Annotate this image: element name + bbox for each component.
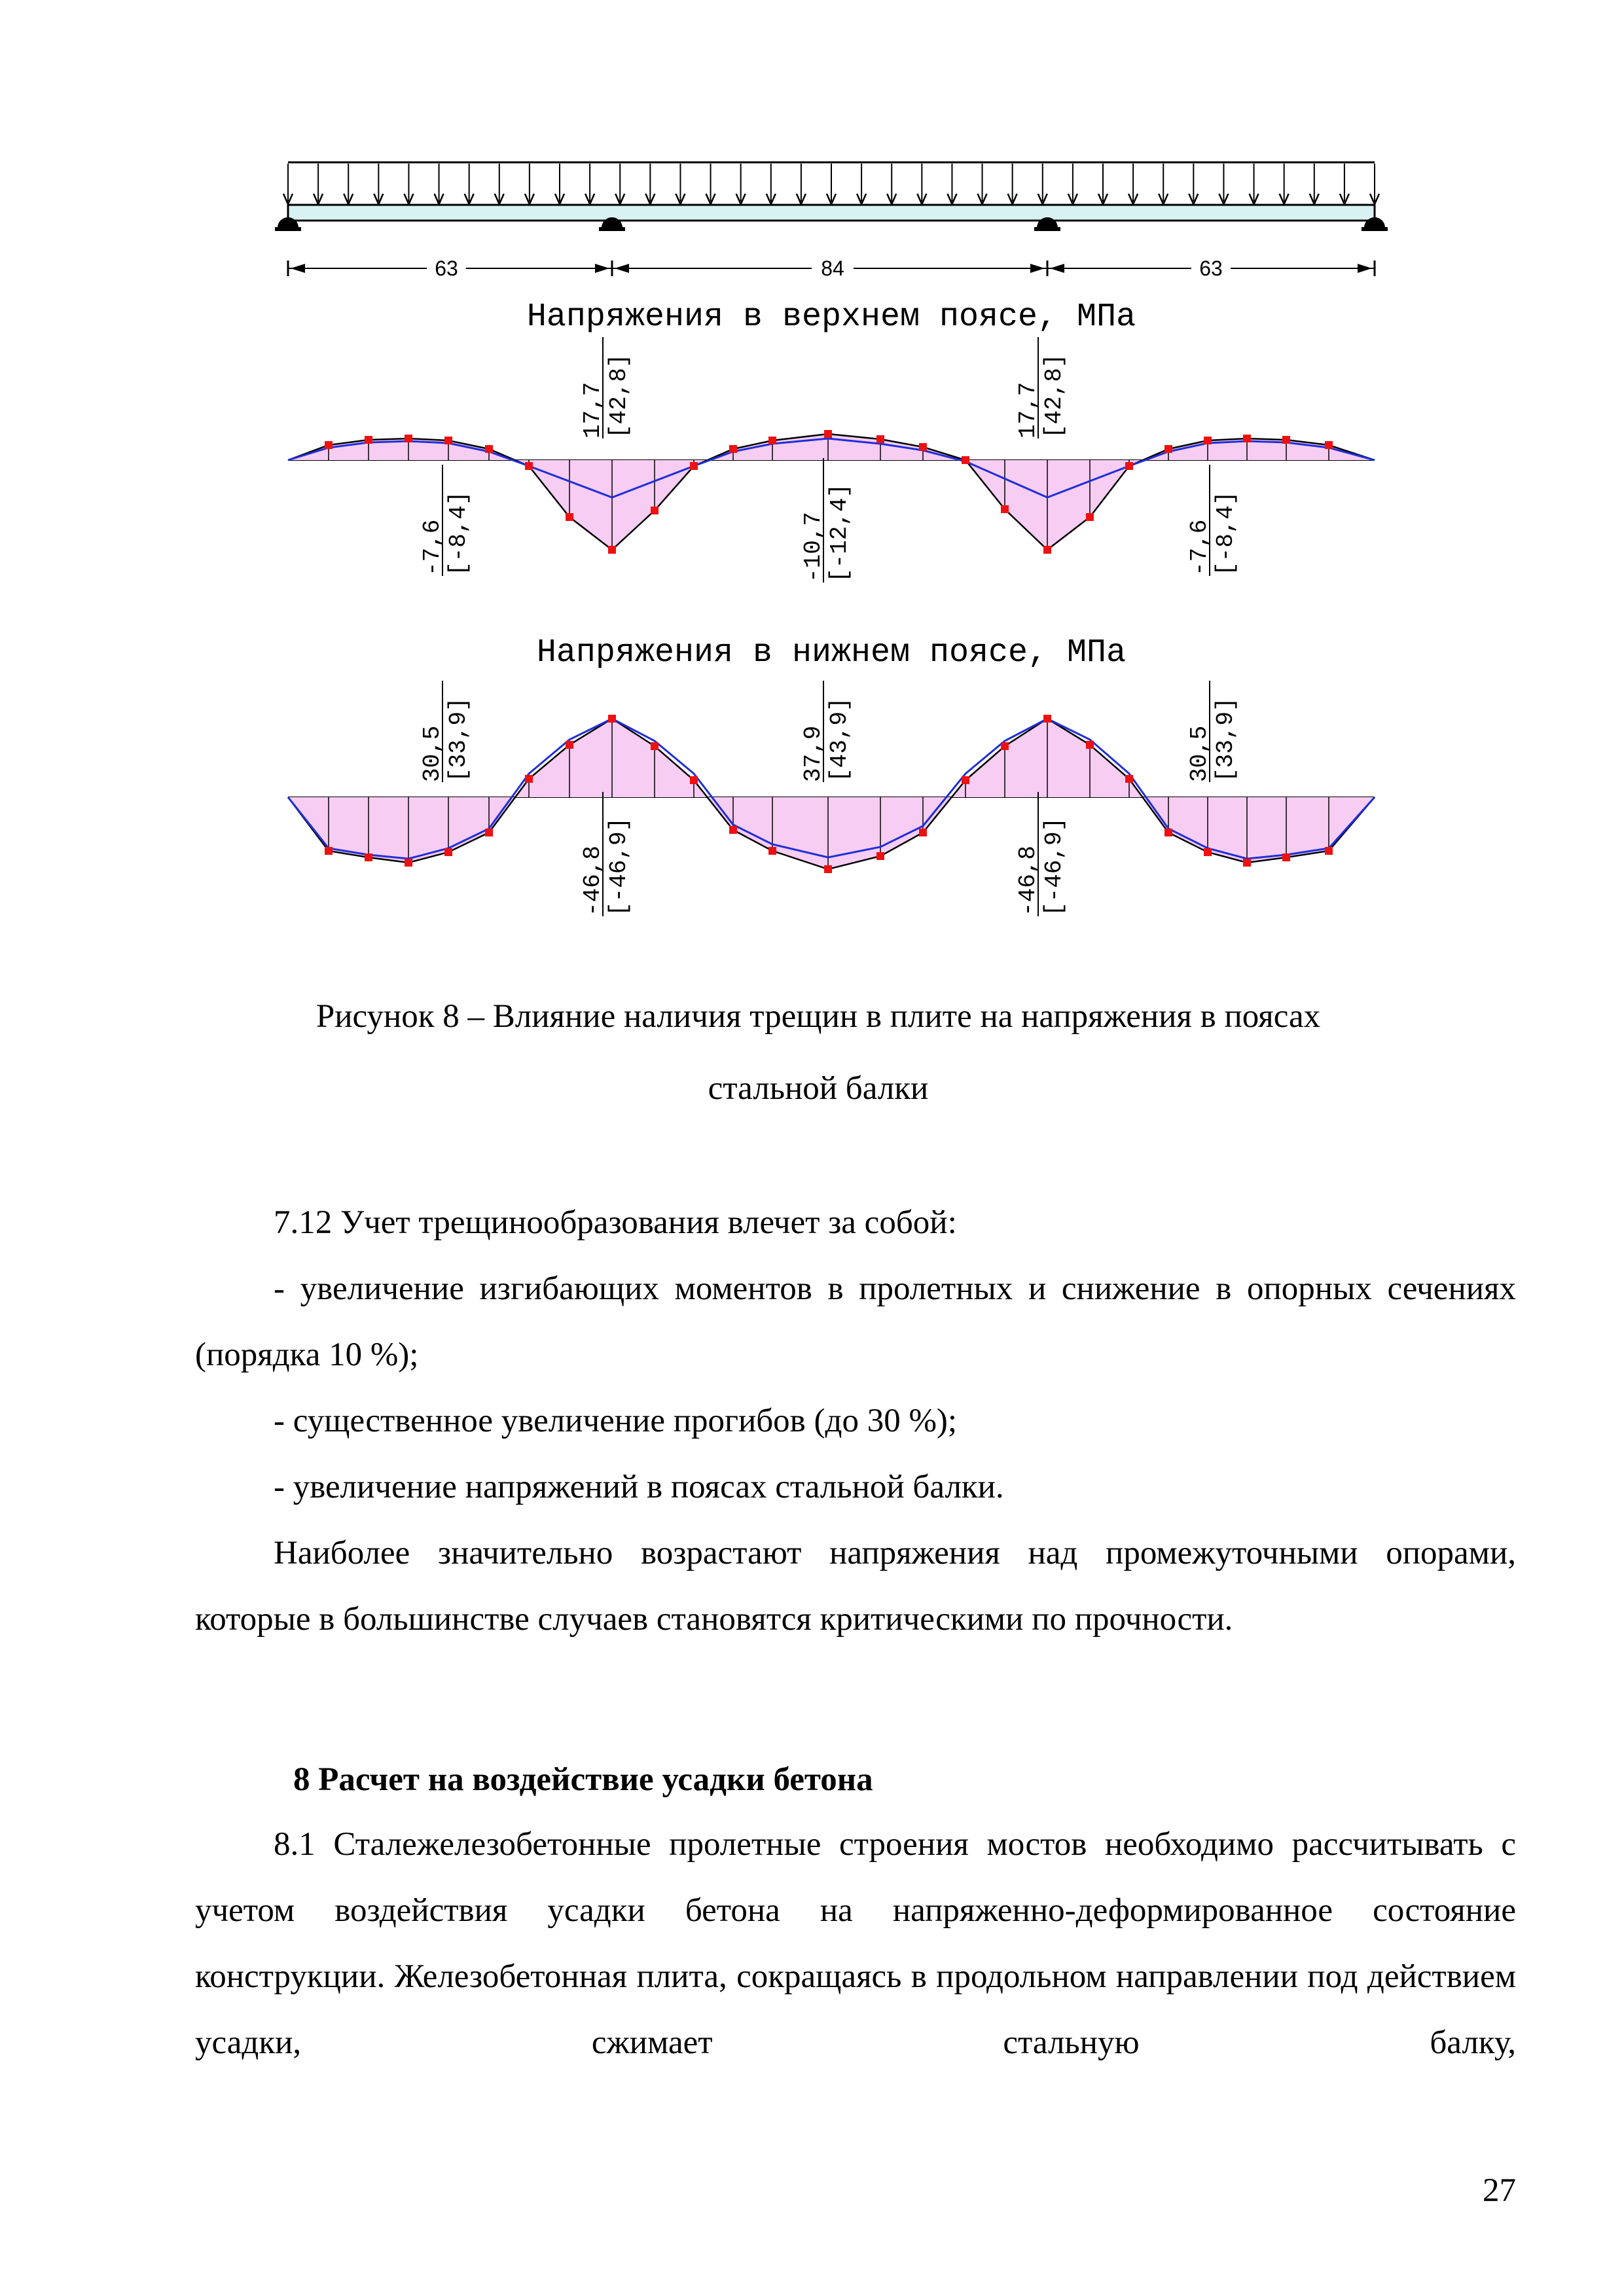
bottom-point (1086, 741, 1094, 749)
bottom-point (405, 859, 412, 867)
support-base (1034, 227, 1060, 231)
beam-body (288, 205, 1375, 221)
figure-caption (196, 980, 1440, 1124)
support-base (1362, 227, 1388, 231)
bottom-span3-bracket: [33,9] (1212, 697, 1239, 782)
span-label-1: 63 (435, 257, 458, 280)
top-point (962, 456, 969, 464)
bottom-point (876, 852, 884, 860)
top-support2-bracket: [42,8] (1041, 353, 1068, 439)
bottom-point (566, 741, 573, 749)
top-point (729, 445, 737, 453)
bottom-span1-value: 30,5 (419, 725, 446, 782)
top-support1-value: 17,7 (579, 382, 606, 439)
span-dimension-line (288, 257, 1375, 280)
top-point (525, 462, 533, 470)
support-base (599, 227, 625, 231)
bottom-span2-value: 37,9 (800, 725, 827, 782)
top-point (444, 437, 452, 444)
top-span3-label (1186, 465, 1239, 576)
bottom-support1-value: -46,8 (579, 845, 606, 916)
top-point (768, 437, 776, 444)
top-point (485, 445, 493, 453)
top-point (1204, 437, 1212, 444)
span-label-2: 84 (821, 257, 844, 280)
bottom-point (485, 829, 493, 836)
bottom-point (919, 829, 927, 836)
bottom-point (1164, 829, 1172, 836)
top-support1-label (579, 337, 632, 439)
span-label-3: 63 (1199, 257, 1223, 280)
bottom-point (1125, 775, 1133, 783)
bottom-span1-bracket: [33,9] (445, 697, 472, 782)
bottom-support2-bracket: [-46,9] (1041, 817, 1068, 916)
top-point (405, 435, 412, 442)
top-point (608, 546, 616, 554)
bottom-support2-value: -46,8 (1015, 845, 1041, 916)
bottom-point (608, 715, 616, 723)
bottom-point (690, 776, 698, 784)
bottom-point (729, 826, 737, 834)
bottom-point (1243, 859, 1251, 867)
bottom-point (325, 847, 333, 855)
paragraph-conclusion: Наиболее значительно возрастают напряжения над промежуточными опорами, которые в большинстве случаев становятся критическими по прочности. (195, 1535, 1516, 1638)
page-number: 27 (1483, 2172, 1516, 2209)
caption-line-1: Рисунок 8 – Влияние наличия трещин в плите на напряжения в поясах (316, 998, 1321, 1035)
top-point (1043, 546, 1051, 554)
top-span1-value: -7,6 (419, 519, 446, 576)
section-7-12 (195, 1190, 1516, 1653)
top-point (1164, 445, 1172, 453)
list-item-2: - существенное увеличение прогибов (до 30 %); (274, 1403, 958, 1439)
top-point (1243, 435, 1251, 442)
top-point (876, 435, 884, 443)
top-support1-bracket: [42,8] (605, 353, 632, 439)
bottom-point (525, 775, 533, 783)
top-point (651, 507, 659, 514)
list-item-3: - увеличение напряжений в поясах стальной балки. (274, 1469, 1004, 1505)
top-span3-value: -7,6 (1186, 519, 1213, 576)
top-point (824, 430, 832, 438)
top-span3-bracket: [-8,4] (1212, 491, 1239, 576)
caption-line-2: стальной балки (708, 1070, 929, 1107)
paragraph-7-12-intro: 7.12 Учет трещинообразования влечет за собой: (274, 1204, 957, 1241)
bottom-point (365, 853, 372, 861)
top-point (1086, 513, 1094, 521)
top-point (919, 443, 927, 451)
bottom-span2-label (800, 681, 853, 782)
bottom-point (1282, 853, 1290, 861)
bottom-diagram-title: Напряжения в нижнем поясе, МПа (536, 634, 1127, 672)
bottom-point (444, 848, 452, 856)
bottom-support2-label (1015, 792, 1068, 916)
top-diagram-title: Напряжения в верхнем поясе, МПа (526, 298, 1136, 336)
top-point (1001, 505, 1009, 513)
bottom-point (1325, 847, 1333, 855)
support-base (275, 227, 301, 231)
top-point (690, 462, 698, 470)
bottom-point (824, 865, 832, 873)
top-span2-value: -10,7 (800, 511, 827, 583)
bottom-span3-label (1186, 681, 1239, 782)
bottom-point (1043, 715, 1051, 723)
top-point (566, 513, 573, 521)
top-point (1125, 462, 1133, 470)
bottom-span1-label (419, 681, 472, 782)
top-point (1282, 436, 1290, 444)
bottom-point (651, 742, 659, 750)
bottom-point (1204, 848, 1212, 856)
bottom-span3-value: 30,5 (1186, 725, 1213, 782)
beam-load-scheme (275, 162, 1388, 231)
top-span2-label (800, 458, 853, 583)
bottom-point (962, 776, 969, 784)
bottom-span2-bracket: [43,9] (826, 697, 853, 782)
section-8 (195, 1812, 1516, 2076)
distributed-load-arrows (283, 164, 1379, 204)
top-point (1325, 441, 1333, 449)
bottom-support1-bracket: [-46,9] (605, 817, 632, 916)
top-span1-label (419, 465, 472, 576)
top-span1-bracket: [-8,4] (445, 491, 472, 576)
list-item-1: - увеличение изгибающих моментов в пролетных и снижение в опорных сечениях (порядка 10 %); (195, 1270, 1516, 1373)
top-support2-label (1015, 337, 1068, 439)
bottom-support1-label (579, 792, 632, 916)
bottom-point (1001, 742, 1009, 750)
stress-diagram-figure (0, 0, 1624, 969)
paragraph-8-1: 8.1 Сталежелезобетонные пролетные строения мостов необходимо рассчитывать с учетом воздействия усадки бетона на напряженно-деформированное состояние конструкции. Железобетонная плита, сокращаясь в продольном направлении под действием усадки, сжимает стальную балку, (195, 1826, 1516, 2061)
top-span2-bracket: [-12,4] (826, 483, 853, 583)
section-8-heading: 8 Расчет на воздействие усадки бетона (293, 1761, 873, 1798)
bottom-point (768, 847, 776, 855)
top-point (365, 436, 372, 444)
top-support2-value: 17,7 (1015, 382, 1041, 439)
top-point (325, 441, 333, 449)
